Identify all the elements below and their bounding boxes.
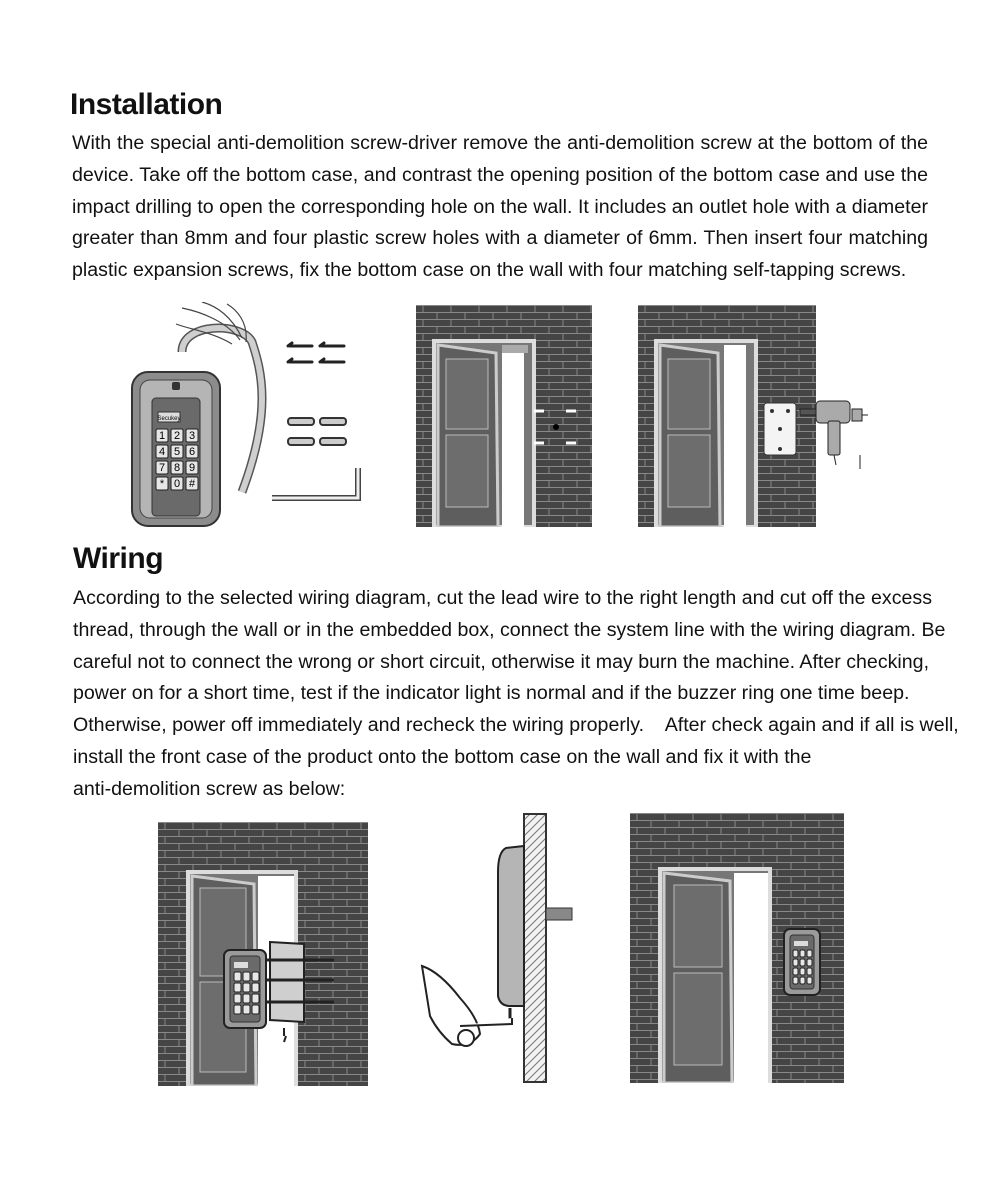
keypad-key-label: 4 (158, 446, 166, 459)
keypad-key (252, 994, 259, 1003)
wiring-heading: Wiring (73, 542, 164, 575)
keypad-key (243, 1005, 250, 1014)
installation-instructions: With the special anti-demolition screw-driver remove the anti-demolition screw at the bottom of the device. Take off the bottom case, and contrast the opening position of the bottom case and use the impact drilling to open the corresponding hole on the wall. It includes an outlet hole with a diameter greater than 8mm and four plastic screw holes with a diameter of 6mm. Then insert four matching plastic expansion screws, fix the bottom case on the wall with four matching self-tapping screws. (72, 132, 928, 282)
installed-keypad-illustration (630, 813, 844, 1083)
keypad-key (793, 968, 798, 975)
keypad-key (252, 972, 259, 981)
screwdriver-side-view-illustration (420, 812, 580, 1084)
keypad-key-label: 9 (188, 462, 196, 475)
keypad-key-label: # (188, 478, 196, 491)
keypad-key-label: 5 (173, 446, 181, 459)
installation-heading: Installation (70, 88, 223, 121)
wiring-line: According to the selected wiring diagram, cut the lead wire to the right length and cut off the excess (73, 587, 932, 609)
keypad-key (800, 950, 805, 957)
keypad-key-label: 1 (158, 430, 166, 443)
keypad-key (807, 959, 812, 966)
keypad-key (807, 968, 812, 975)
keypad-key (807, 977, 812, 984)
wiring-line: install the front case of the product onto the bottom case on the wall and fix it with the (73, 745, 812, 768)
keypad-key-label: 2 (173, 430, 181, 443)
wiring-line: thread, through the wall or in the embedded box, connect the system line with the wiring diagram. Be (73, 618, 946, 641)
keypad-key (243, 972, 250, 981)
drilling-wall-illustration (638, 305, 870, 527)
wiring-line: careful not to connect the wrong or short circuit, otherwise it may burn the machine. After checking, (73, 650, 930, 673)
keypad-brand: Secukey (157, 416, 181, 422)
wiring-line: power on for a short time, test if the indicator light is normal and if the buzzer ring one time beep. (73, 682, 910, 705)
keypad-key-label: 0 (173, 478, 181, 491)
keypad-key (234, 983, 241, 992)
keypad-key (793, 959, 798, 966)
keypad-key-label: 3 (188, 430, 196, 443)
keypad-key-label: 8 (173, 462, 181, 475)
keypad-key (800, 959, 805, 966)
keypad-key-label: 6 (188, 446, 196, 459)
keypad-key (807, 950, 812, 957)
keypad-key (234, 1005, 241, 1014)
wiring-instructions (73, 583, 959, 806)
keypad-parts-illustration (122, 302, 368, 532)
keypad-key (243, 983, 250, 992)
keypad-key (793, 950, 798, 957)
keypad-key-label: 7 (158, 462, 166, 475)
mounting-front-case-illustration (158, 822, 368, 1086)
keypad-key (234, 972, 241, 981)
keypad-key (800, 977, 805, 984)
wiring-line: Otherwise, power off immediately and recheck the wiring properly. After check again and if all is well, (73, 714, 959, 737)
keypad-key-label: * (159, 478, 165, 491)
keypad-key (252, 1005, 259, 1014)
keypad-key (234, 994, 241, 1003)
keypad-key (243, 994, 250, 1003)
keypad-key (793, 977, 798, 984)
wiring-line: anti-demolition screw as below: (73, 777, 346, 800)
keypad-key (252, 983, 259, 992)
keypad-key (800, 968, 805, 975)
door-wall-marked-holes (416, 305, 592, 527)
